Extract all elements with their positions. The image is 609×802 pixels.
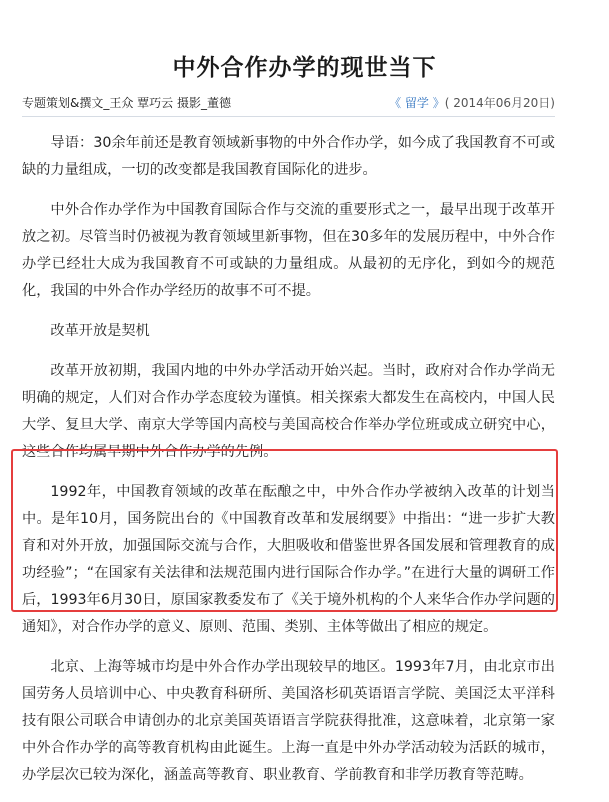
- highlight-box: [11, 449, 558, 612]
- body-paragraph: 改革开放初期，我国内地的中外办学活动开始兴起。当时，政府对合作办学尚无明确的规定，人们对合作办学态度较为谨慎。相关探索大都发生在高校内，中国人民大学、复旦大学、南京大学等国内高校与美国高校合作举办学位班或成立研究中心，这些合作均属早期中外合作办学的先例。: [22, 363, 555, 460]
- intro-paragraph: 导语：30余年前还是教育领域新事物的中外合作办学，如今成了我国教育不可或缺的力量组成，一切的改变都是我国教育国际化的进步。: [22, 135, 555, 178]
- article-meta: [22, 92, 555, 117]
- article-title: 中外合作办学的现世当下: [172, 55, 437, 82]
- article-source: [389, 92, 555, 114]
- body-paragraph: 中外合作办学作为中国教育国际合作与交流的重要形式之一，最早出现于改革开放之初。尽管当时仍被视为教育领域里新事物，但在30多年的发展历程中，中外合作办学已经壮大成为我国教育不可或缺的力量组成。从最初的无序化，到如今的规范化，我国的中外合作办学经历的故事不可不提。: [22, 202, 555, 299]
- source-publication-link[interactable]: 《 留学 》: [389, 96, 445, 110]
- section-heading: 改革开放是契机: [50, 323, 150, 339]
- body-paragraph: 北京、上海等城市均是中外合作办学出现较早的地区。1993年7月，由北京市出国劳务人员培训中心、中央教育科研所、美国洛杉矶英语语言学院、美国泛太平洋科技有限公司联合申请创办的北京美国英语语言学院获得批准，这意味着，北京第一家中外合作办学的高等教育机构由此诞生。上海一直是中外办学活动较为活跃的城市，办学层次已较为深化，涵盖高等教育、职业教育、学前教育和非学历教育等范畴。: [22, 659, 555, 783]
- article-byline: 专题策划&撰文_王众 覃巧云 摄影_董德: [22, 96, 231, 110]
- article-date: ( 2014年06月20日): [444, 96, 555, 110]
- highlighted-paragraph: 1992年，中国教育领域的改革在酝酿之中，中外合作办学被纳入改革的计划当中。是年10月，国务院出台的《中国教育改革和发展纲要》中指出：“进一步扩大教育和对外开放，加强国际交流与合作，大胆吸收和借鉴世界各国发展和管理教育的成功经验”；“在国家有关法律和法规范围内进行国际合作办学。”在进行大量的调研工作后，1993年6月30日，原国家教委发布了《关于境外机构的个人来华合作办学问题的通知》，对合作办学的意义、原则、范围、类别、主体等做出了相应的规定。: [22, 484, 555, 635]
